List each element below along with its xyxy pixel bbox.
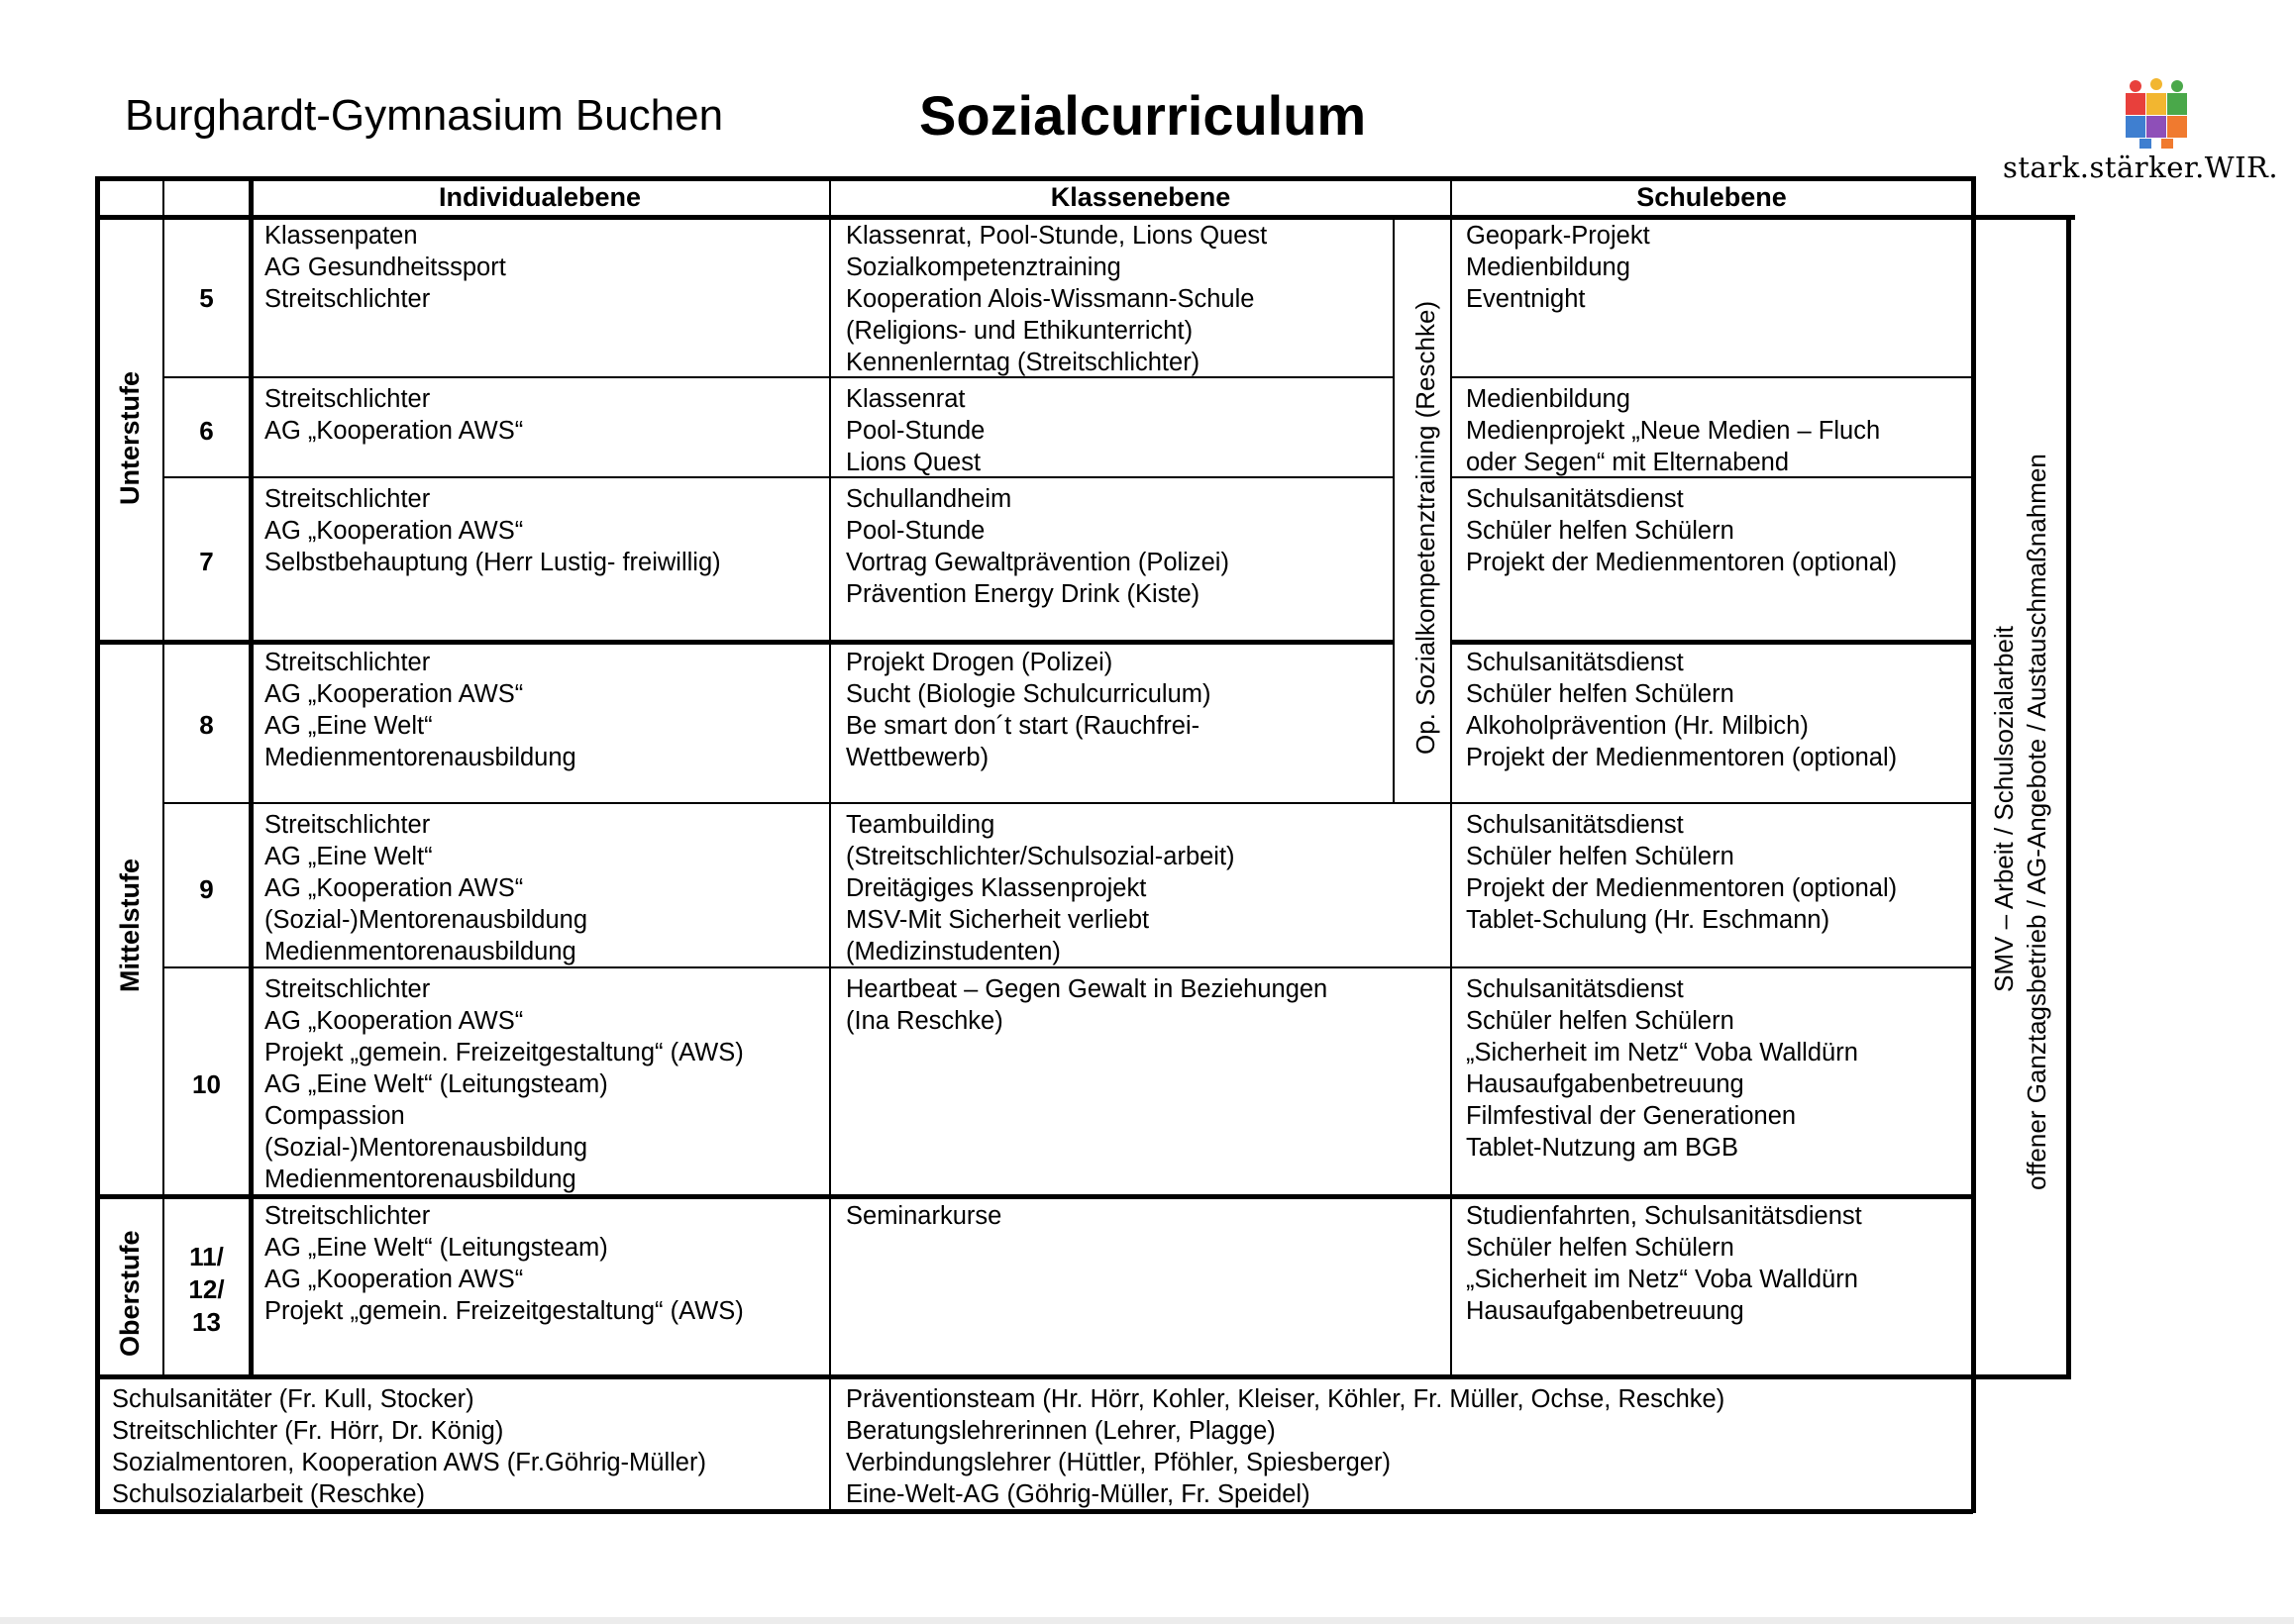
cell-line: Geopark-Projekt <box>1466 222 1650 250</box>
cell-line: Sozialmentoren, Kooperation AWS (Fr.Göhrig-Müller) <box>112 1449 706 1476</box>
cell-line: Dreitägiges Klassenprojekt <box>846 874 1147 902</box>
cell-line: Präventionsteam (Hr. Hörr, Kohler, Kleiser, Köhler, Fr. Müller, Ochse, Reschke) <box>846 1385 1725 1413</box>
column-header-individual: Individualebene <box>438 182 642 212</box>
cell-8-individual <box>264 647 576 773</box>
cell-line: Compassion <box>264 1102 405 1130</box>
grade-5: 5 <box>199 283 214 313</box>
cell-6-individual <box>264 383 523 447</box>
cell-line: Lions Quest <box>846 449 982 476</box>
cell-line: AG „Kooperation AWS“ <box>264 1266 524 1293</box>
cell-line: Selbstbehauptung (Herr Lustig- freiwillig) <box>264 549 721 576</box>
cell-line: Hausaufgabenbetreuung <box>1466 1297 1744 1325</box>
stage-label-oberstufe: Oberstufe <box>115 1230 145 1357</box>
smv-label-line2: offener Ganztagsbetrieb / AG-Angebote / Austauschmaßnahmen <box>2022 454 2051 1190</box>
grade-9: 9 <box>199 874 214 904</box>
rule-row-5-6-school <box>1450 376 1973 378</box>
cell-line: Medienprojekt „Neue Medien – Fluch <box>1466 417 1881 445</box>
column-header-school: Schulebene <box>1636 182 1787 212</box>
cell-line: Hausaufgabenbetreuung <box>1466 1070 1744 1098</box>
cell-line: Tablet-Schulung (Hr. Eschmann) <box>1466 906 1830 934</box>
smv-label-line1: SMV – Arbeit / Schulsozialarbeit <box>1989 626 2019 992</box>
slogan: stark.stärker.WIR. <box>2003 151 2279 184</box>
cell-line: (Religions- und Ethikunterricht) <box>846 317 1194 345</box>
cell-line: Medienbildung <box>1466 385 1630 413</box>
cell-line: Streitschlichter <box>264 1202 431 1230</box>
cell-7-school <box>1466 483 1897 578</box>
cell-line: Streitschlichter <box>264 975 431 1003</box>
rule-smv-right <box>2066 215 2071 1379</box>
puzzle-people-logo-icon <box>2120 77 2193 151</box>
cell-6-school <box>1466 383 1880 478</box>
cell-line: Sozialkompetenztraining <box>846 254 1121 281</box>
grade-line: 12/ <box>188 1274 225 1304</box>
cell-line: AG „Kooperation AWS“ <box>264 517 524 545</box>
page-bottom-strip <box>0 1617 2294 1624</box>
cell-7-class <box>846 483 1229 610</box>
footer-right <box>846 1383 1724 1510</box>
cell-line: Projekt der Medienmentoren (optional) <box>1466 744 1898 771</box>
cell-line: Schulsanitätsdienst <box>1466 811 1684 839</box>
column-header-class: Klassenebene <box>1050 182 1231 212</box>
cell-line: Projekt der Medienmentoren (optional) <box>1466 549 1898 576</box>
cell-line: Beratungslehrerinnen (Lehrer, Plagge) <box>846 1417 1276 1445</box>
cell-line: Seminarkurse <box>846 1202 1002 1230</box>
rule-unterstufe-end <box>95 640 1395 645</box>
cell-5-school <box>1466 220 1650 315</box>
cell-line: (Streitschlichter/Schulsozial-arbeit) <box>846 843 1235 870</box>
cell-10-class <box>846 973 1327 1037</box>
cell-10-school <box>1466 973 1858 1164</box>
grade-7: 7 <box>199 547 214 576</box>
cell-line: Filmfestival der Generationen <box>1466 1102 1797 1130</box>
cell-line: (Medizinstudenten) <box>846 938 1061 965</box>
cell-line: AG „Kooperation AWS“ <box>264 680 524 708</box>
cell-line: Schüler helfen Schülern <box>1466 680 1734 708</box>
cell-line: Klassenpaten <box>264 222 418 250</box>
cell-line: Schulsanitätsdienst <box>1466 649 1684 676</box>
op-training-label: Op. Sozialkompetenztraining (Reschke) <box>1410 300 1440 755</box>
cell-line: Schüler helfen Schülern <box>1466 517 1734 545</box>
cell-line: Streitschlichter (Fr. Hörr, Dr. König) <box>112 1417 504 1445</box>
school-name: Burghardt-Gymnasium Buchen <box>125 91 724 140</box>
cell-line: Eventnight <box>1466 285 1586 313</box>
cell-line: Streitschlichter <box>264 285 431 313</box>
cell-line: Kennenlerntag (Streitschlichter) <box>846 349 1200 376</box>
cell-line: Prävention Energy Drink (Kiste) <box>846 580 1200 608</box>
grade-10: 10 <box>192 1069 221 1099</box>
rule-oberstufe-end <box>95 1374 1973 1379</box>
cell-line: Schüler helfen Schülern <box>1466 843 1734 870</box>
cell-line: Pool-Stunde <box>846 417 986 445</box>
cell-10-individual <box>264 973 744 1195</box>
cell-line: Alkoholprävention (Hr. Milbich) <box>1466 712 1809 740</box>
cell-9-class <box>846 809 1235 967</box>
cell-line: Studienfahrten, Schulsanitätsdienst <box>1466 1202 1862 1230</box>
cell-8-class <box>846 647 1210 773</box>
cell-8-school <box>1466 647 1897 773</box>
cell-5-class <box>846 220 1267 378</box>
cell-line: Klassenrat, Pool-Stunde, Lions Quest <box>846 222 1268 250</box>
stage-label-unterstufe: Unterstufe <box>115 370 145 505</box>
stage-label-mittelstufe: Mittelstufe <box>115 859 145 992</box>
cell-line: oder Segen“ mit Elternabend <box>1466 449 1790 476</box>
cell-line: AG Gesundheitssport <box>264 254 506 281</box>
rule-unterstufe-end-school <box>1450 640 1973 645</box>
cell-line: Schullandheim <box>846 485 1012 513</box>
grade-11-13 <box>164 1241 249 1339</box>
grade-line: 11/ <box>189 1242 224 1271</box>
cell-line: „Sicherheit im Netz“ Voba Walldürn <box>1466 1266 1858 1293</box>
cell-line: Streitschlichter <box>264 649 431 676</box>
cell-line: Klassenrat <box>846 385 966 413</box>
cell-line: Heartbeat – Gegen Gewalt in Beziehungen <box>846 975 1328 1003</box>
cell-6-class <box>846 383 985 478</box>
cell-line: Streitschlichter <box>264 485 431 513</box>
cell-line: MSV-Mit Sicherheit verliebt <box>846 906 1150 934</box>
cell-5-individual <box>264 220 506 315</box>
cell-line: (Ina Reschke) <box>846 1007 1003 1035</box>
cell-line: AG „Eine Welt“ <box>264 712 433 740</box>
rule-smv-top <box>1971 215 2071 220</box>
cell-11-school <box>1466 1200 1862 1327</box>
cell-line: Projekt Drogen (Polizei) <box>846 649 1113 676</box>
grade-6: 6 <box>199 416 214 446</box>
cell-11-class <box>846 1200 1001 1232</box>
cell-line: AG „Kooperation AWS“ <box>264 874 524 902</box>
cell-line: Streitschlichter <box>264 385 431 413</box>
cell-line: (Sozial-)Mentorenausbildung <box>264 906 588 934</box>
cell-line: Be smart don´t start (Rauchfrei- <box>846 712 1200 740</box>
rule-left <box>95 176 100 1513</box>
cell-line: Wettbewerb) <box>846 744 990 771</box>
cell-line: Vortrag Gewaltprävention (Polizei) <box>846 549 1229 576</box>
page-title: Sozialcurriculum <box>919 84 1367 147</box>
cell-line: Streitschlichter <box>264 811 431 839</box>
cell-line: Teambuilding <box>846 811 995 839</box>
grade-line: 13 <box>192 1307 221 1337</box>
cell-line: Tablet-Nutzung am BGB <box>1466 1134 1738 1162</box>
cell-line: Eine-Welt-AG (Göhrig-Müller, Fr. Speidel) <box>846 1480 1310 1508</box>
cell-line: Schulsanitäter (Fr. Kull, Stocker) <box>112 1385 474 1413</box>
cell-line: Schüler helfen Schülern <box>1466 1007 1734 1035</box>
cell-line: AG „Eine Welt“ (Leitungsteam) <box>264 1234 608 1262</box>
cell-line: Medienmentorenausbildung <box>264 938 576 965</box>
cell-line: Schulsanitätsdienst <box>1466 485 1684 513</box>
cell-11-individual <box>264 1200 744 1327</box>
cell-line: AG „Kooperation AWS“ <box>264 417 524 445</box>
rule-row-8-9 <box>162 802 1973 804</box>
cell-line: Projekt der Medienmentoren (optional) <box>1466 874 1898 902</box>
cell-line: (Sozial-)Mentorenausbildung <box>264 1134 588 1162</box>
rule-smv-bottom <box>1971 1374 2071 1379</box>
cell-line: Schüler helfen Schülern <box>1466 1234 1734 1262</box>
cell-line: Verbindungslehrer (Hüttler, Pföhler, Spiesberger) <box>846 1449 1391 1476</box>
cell-9-school <box>1466 809 1897 936</box>
grade-8: 8 <box>199 710 214 740</box>
cell-9-individual <box>264 809 587 967</box>
cell-line: AG „Eine Welt“ (Leitungsteam) <box>264 1070 608 1098</box>
cell-7-individual <box>264 483 721 578</box>
cell-line: Medienmentorenausbildung <box>264 1166 576 1193</box>
cell-line: Schulsanitätsdienst <box>1466 975 1684 1003</box>
cell-line: AG „Kooperation AWS“ <box>264 1007 524 1035</box>
cell-line: Kooperation Alois-Wissmann-Schule <box>846 285 1255 313</box>
cell-line: Projekt „gemein. Freizeitgestaltung“ (AWS) <box>264 1039 744 1066</box>
cell-line: Schulsozialarbeit (Reschke) <box>112 1480 426 1508</box>
cell-line: AG „Eine Welt“ <box>264 843 433 870</box>
cell-line: „Sicherheit im Netz“ Voba Walldürn <box>1466 1039 1858 1066</box>
rule-row-6-7 <box>162 476 1393 478</box>
footer-left <box>112 1383 706 1510</box>
cell-line: Medienmentorenausbildung <box>264 744 576 771</box>
cell-line: Sucht (Biologie Schulcurriculum) <box>846 680 1211 708</box>
cell-line: Projekt „gemein. Freizeitgestaltung“ (AWS) <box>264 1297 744 1325</box>
cell-line: Pool-Stunde <box>846 517 986 545</box>
cell-line: Medienbildung <box>1466 254 1630 281</box>
rule-op-left <box>1393 215 1395 803</box>
